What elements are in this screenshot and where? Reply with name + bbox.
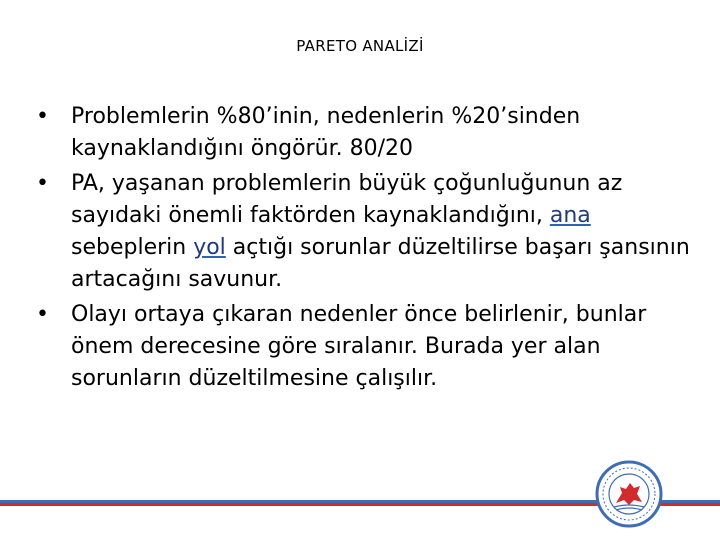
- bullet-marker: •: [36, 171, 49, 196]
- bullet-text-part-3: açtığı sorunlar düzeltilirse başarı şansının artacağını savunur.: [71, 235, 690, 292]
- bullet-marker: •: [36, 302, 49, 327]
- bullet-item-2: [36, 168, 696, 296]
- university-seal-icon: [594, 459, 664, 529]
- bullet-text: Olayı ortaya çıkaran nedenler önce belirlenir, bunlar önem derecesine göre sıralanır. Burada yer alan sorunların düzeltilmesine çalışılır.: [71, 302, 647, 391]
- link-ana[interactable]: ana: [549, 203, 591, 228]
- link-yol[interactable]: yol: [193, 235, 226, 260]
- bullet-item-1: [36, 101, 696, 165]
- bullet-marker: •: [36, 104, 49, 129]
- bullet-text: Problemlerin %80’inin, nedenlerin %20’sinden kaynaklandığını öngörür. 80/20: [71, 104, 581, 161]
- slide-title: PARETO ANALİZİ: [296, 37, 424, 55]
- bullet-item-3: [36, 299, 696, 395]
- bullet-list: [36, 101, 696, 398]
- bullet-text-part-2: sebeplerin: [71, 235, 194, 260]
- bullet-text-part-1: PA, yaşanan problemlerin büyük çoğunluğunun az sayıdaki önemli faktörden kaynaklandığını,: [71, 171, 623, 228]
